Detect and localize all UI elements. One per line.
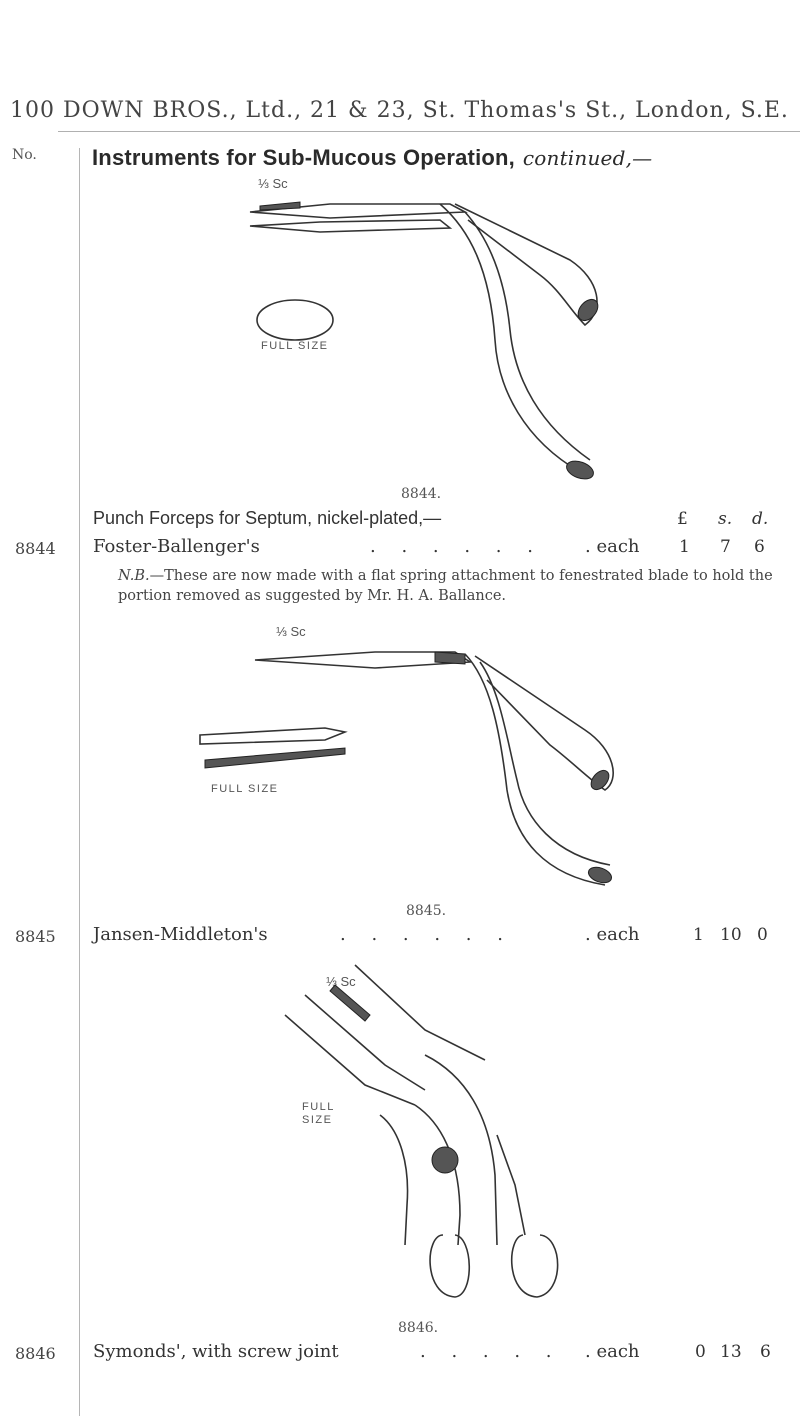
forceps-handle-front <box>440 204 580 472</box>
note-prefix: N.B. <box>118 568 150 584</box>
item-8844-price-pounds: 1 <box>679 537 690 557</box>
jansen-jaw-tip <box>435 652 465 664</box>
symonds-jaw-tip <box>330 985 370 1021</box>
item-8846-price-pence: 6 <box>760 1342 771 1362</box>
symonds-shank-inner <box>380 1115 408 1245</box>
item-8845-title: Jansen-Middleton's <box>93 924 268 945</box>
item-8844-leader-dots: . . . . . . <box>370 536 543 557</box>
item-8846-leader-dots: . . . . . <box>420 1341 562 1362</box>
figure-caption-8844: 8844. <box>401 486 442 502</box>
forceps-handle-back <box>465 212 590 460</box>
item-8844-unit: . each <box>585 536 640 557</box>
full-size-label-8846-line1: FULL <box>302 1101 335 1113</box>
item-8844-price-shillings: 7 <box>720 537 731 557</box>
symonds-handle-right <box>497 1135 525 1235</box>
forceps-ring-lower <box>564 458 596 483</box>
item-8845-price-pounds: 1 <box>693 925 704 945</box>
section-title <box>92 145 652 171</box>
forceps-upper-handle <box>455 204 597 325</box>
full-size-label-8846-line2: SIZE <box>302 1114 333 1126</box>
item-8846-unit: . each <box>585 1341 640 1362</box>
section-title-continued: continued,— <box>522 146 653 170</box>
symonds-blade-back <box>355 965 485 1060</box>
jansen-full-size-upper <box>200 728 345 744</box>
symonds-shank-right <box>425 1055 497 1245</box>
jansen-full-size-lower <box>205 748 345 768</box>
symonds-blade-lower <box>305 995 425 1090</box>
item-8846-title: Symonds', with screw joint <box>93 1341 339 1362</box>
item-8845-price-pence: 0 <box>757 925 768 945</box>
column-divider <box>79 148 80 1416</box>
symonds-finger-loop-left <box>430 1235 469 1297</box>
scale-label-8845: ⅓ Sc <box>276 624 306 639</box>
item-number-8844: 8844 <box>15 539 56 558</box>
item-8846-price-pounds: 0 <box>695 1342 706 1362</box>
scale-label-8844: ⅓ Sc <box>258 176 288 191</box>
section-title-text: Instruments for Sub-Mucous Operation, <box>92 145 515 170</box>
currency-pence: d. <box>752 509 769 529</box>
item-8844-maker: Foster-Ballenger's <box>93 536 260 557</box>
item-8846-price-shillings: 13 <box>720 1342 742 1362</box>
item-8845-price-shillings: 10 <box>720 925 742 945</box>
item-8845-unit: . each <box>585 924 640 945</box>
symonds-forceps-illustration <box>275 955 595 1305</box>
item-8844-note <box>118 566 798 606</box>
symonds-finger-loop-right <box>512 1235 558 1297</box>
item-8844-title: Punch Forceps for Septum, nickel-plated,— <box>93 508 442 528</box>
symonds-screw-joint <box>432 1147 458 1173</box>
scale-label-8846: ⅓ Sc <box>326 974 356 989</box>
full-size-label-8845: FULL SIZE <box>211 783 279 795</box>
figure-caption-8846: 8846. <box>398 1320 439 1336</box>
symonds-blade-upper <box>285 1015 415 1105</box>
currency-pounds: £ <box>677 509 688 529</box>
item-number-8845: 8845 <box>15 927 56 946</box>
currency-shillings: s. <box>718 509 733 529</box>
full-size-label-8844: FULL SIZE <box>261 340 329 352</box>
symonds-shank-left <box>415 1105 460 1245</box>
forceps-lower-jaw <box>250 220 450 232</box>
item-8844-price-pence: 6 <box>754 537 765 557</box>
note-text: —These are now made with a flat spring attachment to fenestrated blade to hold the portion removed as suggested by Mr. H. A. Ballance. <box>118 568 773 604</box>
forceps-jaw-tip <box>260 202 300 210</box>
running-header: 100 DOWN BROS., Ltd., 21 & 23, St. Thomas's St., London, S.E. <box>10 98 789 123</box>
header-rule <box>58 131 800 132</box>
item-8845-leader-dots: . . . . . . <box>340 924 513 945</box>
jansen-middleton-forceps-illustration <box>195 640 625 900</box>
figure-caption-8845: 8845. <box>406 903 447 919</box>
item-number-8846: 8846 <box>15 1344 56 1363</box>
full-size-punch-outline <box>257 300 333 340</box>
jansen-handle-front <box>465 654 605 885</box>
number-column-label: No. <box>12 147 37 163</box>
